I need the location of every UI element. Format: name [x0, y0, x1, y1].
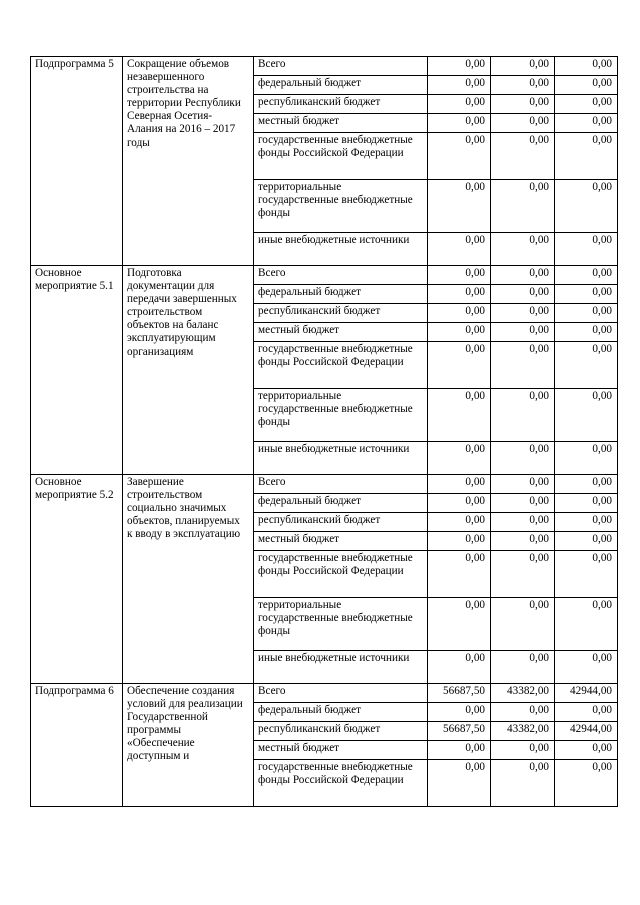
funding-source: территориальные государственные внебюджетные фонды [254, 389, 428, 442]
funding-source: иные внебюджетные источники [254, 651, 428, 684]
amount-year-3: 0,00 [555, 389, 618, 442]
funding-source: Всего [254, 475, 428, 494]
table-row [31, 684, 618, 703]
funding-source: местный бюджет [254, 741, 428, 760]
funding-source: республиканский бюджет [254, 95, 428, 114]
funding-source: местный бюджет [254, 532, 428, 551]
amount-year-1: 0,00 [428, 442, 491, 475]
amount-year-3: 0,00 [555, 532, 618, 551]
amount-year-1: 0,00 [428, 651, 491, 684]
funding-source: государственные внебюджетные фонды Российской Федерации [254, 342, 428, 389]
table-row [31, 57, 618, 76]
amount-year-1: 0,00 [428, 551, 491, 598]
amount-year-2: 0,00 [491, 304, 555, 323]
amount-year-2: 0,00 [491, 266, 555, 285]
amount-year-2: 0,00 [491, 532, 555, 551]
amount-year-3: 42944,00 [555, 684, 618, 703]
amount-year-3: 0,00 [555, 114, 618, 133]
amount-year-2: 0,00 [491, 285, 555, 304]
amount-year-3: 0,00 [555, 551, 618, 598]
amount-year-1: 0,00 [428, 266, 491, 285]
funding-source: иные внебюджетные источники [254, 442, 428, 475]
amount-year-2: 0,00 [491, 513, 555, 532]
amount-year-2: 0,00 [491, 389, 555, 442]
amount-year-1: 0,00 [428, 57, 491, 76]
funding-source: местный бюджет [254, 323, 428, 342]
funding-source: федеральный бюджет [254, 703, 428, 722]
funding-source: территориальные государственные внебюджетные фонды [254, 180, 428, 233]
amount-year-3: 0,00 [555, 233, 618, 266]
amount-year-2: 0,00 [491, 180, 555, 233]
amount-year-3: 0,00 [555, 741, 618, 760]
amount-year-1: 56687,50 [428, 684, 491, 703]
table-row [31, 475, 618, 494]
funding-table [30, 56, 618, 807]
amount-year-3: 0,00 [555, 95, 618, 114]
amount-year-1: 0,00 [428, 494, 491, 513]
amount-year-2: 0,00 [491, 233, 555, 266]
amount-year-1: 0,00 [428, 180, 491, 233]
amount-year-3: 0,00 [555, 266, 618, 285]
amount-year-1: 0,00 [428, 323, 491, 342]
program-name: Завершение строительством социально значимых объектов, планируемых к вводу в эксплуатацию [123, 475, 254, 684]
amount-year-2: 0,00 [491, 57, 555, 76]
amount-year-2: 0,00 [491, 598, 555, 651]
funding-source: федеральный бюджет [254, 285, 428, 304]
amount-year-1: 0,00 [428, 598, 491, 651]
amount-year-2: 0,00 [491, 494, 555, 513]
amount-year-2: 0,00 [491, 133, 555, 180]
amount-year-2: 0,00 [491, 551, 555, 598]
funding-source: Всего [254, 684, 428, 703]
program-name: Сокращение объемов незавершенного строительства на территории Республики Северная Осетия-Алания на 2016 – 2017 годы [123, 57, 254, 266]
program-code: Подпрограмма 5 [31, 57, 123, 266]
amount-year-3: 0,00 [555, 342, 618, 389]
amount-year-2: 0,00 [491, 95, 555, 114]
program-code: Подпрограмма 6 [31, 684, 123, 807]
amount-year-1: 0,00 [428, 76, 491, 95]
amount-year-2: 0,00 [491, 76, 555, 95]
program-name: Обеспечение создания условий для реализации Государственной программы «Обеспечение доступным и [123, 684, 254, 807]
amount-year-1: 0,00 [428, 475, 491, 494]
amount-year-2: 0,00 [491, 342, 555, 389]
funding-source: государственные внебюджетные фонды Российской Федерации [254, 551, 428, 598]
amount-year-2: 0,00 [491, 703, 555, 722]
amount-year-1: 0,00 [428, 513, 491, 532]
amount-year-1: 0,00 [428, 114, 491, 133]
funding-source: федеральный бюджет [254, 494, 428, 513]
amount-year-3: 0,00 [555, 475, 618, 494]
document-page [30, 56, 618, 807]
amount-year-1: 0,00 [428, 285, 491, 304]
funding-source: республиканский бюджет [254, 722, 428, 741]
amount-year-3: 0,00 [555, 760, 618, 807]
amount-year-3: 0,00 [555, 76, 618, 95]
program-code: Основное мероприятие 5.2 [31, 475, 123, 684]
funding-source: территориальные государственные внебюджетные фонды [254, 598, 428, 651]
amount-year-2: 0,00 [491, 323, 555, 342]
amount-year-1: 0,00 [428, 389, 491, 442]
funding-source: государственные внебюджетные фонды Российской Федерации [254, 760, 428, 807]
amount-year-3: 0,00 [555, 323, 618, 342]
amount-year-3: 0,00 [555, 304, 618, 323]
funding-source: федеральный бюджет [254, 76, 428, 95]
amount-year-3: 0,00 [555, 285, 618, 304]
amount-year-3: 0,00 [555, 133, 618, 180]
amount-year-3: 0,00 [555, 651, 618, 684]
amount-year-3: 0,00 [555, 57, 618, 76]
amount-year-1: 0,00 [428, 703, 491, 722]
amount-year-1: 0,00 [428, 304, 491, 323]
funding-source: государственные внебюджетные фонды Российской Федерации [254, 133, 428, 180]
amount-year-1: 0,00 [428, 95, 491, 114]
funding-source: местный бюджет [254, 114, 428, 133]
amount-year-3: 42944,00 [555, 722, 618, 741]
amount-year-3: 0,00 [555, 513, 618, 532]
program-code: Основное мероприятие 5.1 [31, 266, 123, 475]
funding-source: Всего [254, 266, 428, 285]
amount-year-2: 43382,00 [491, 722, 555, 741]
amount-year-3: 0,00 [555, 598, 618, 651]
amount-year-3: 0,00 [555, 703, 618, 722]
amount-year-2: 0,00 [491, 760, 555, 807]
amount-year-1: 0,00 [428, 532, 491, 551]
amount-year-1: 0,00 [428, 741, 491, 760]
program-name: Подготовка документации для передачи завершенных строительством объектов на баланс эксплуатирующим организациям [123, 266, 254, 475]
amount-year-2: 0,00 [491, 114, 555, 133]
amount-year-2: 0,00 [491, 442, 555, 475]
funding-source: Всего [254, 57, 428, 76]
amount-year-2: 43382,00 [491, 684, 555, 703]
amount-year-1: 0,00 [428, 760, 491, 807]
amount-year-3: 0,00 [555, 442, 618, 475]
amount-year-2: 0,00 [491, 741, 555, 760]
amount-year-3: 0,00 [555, 180, 618, 233]
amount-year-1: 0,00 [428, 133, 491, 180]
amount-year-1: 0,00 [428, 342, 491, 389]
funding-source: республиканский бюджет [254, 513, 428, 532]
amount-year-2: 0,00 [491, 651, 555, 684]
amount-year-2: 0,00 [491, 475, 555, 494]
funding-source: иные внебюджетные источники [254, 233, 428, 266]
amount-year-1: 0,00 [428, 233, 491, 266]
funding-source: республиканский бюджет [254, 304, 428, 323]
amount-year-3: 0,00 [555, 494, 618, 513]
table-row [31, 266, 618, 285]
amount-year-1: 56687,50 [428, 722, 491, 741]
